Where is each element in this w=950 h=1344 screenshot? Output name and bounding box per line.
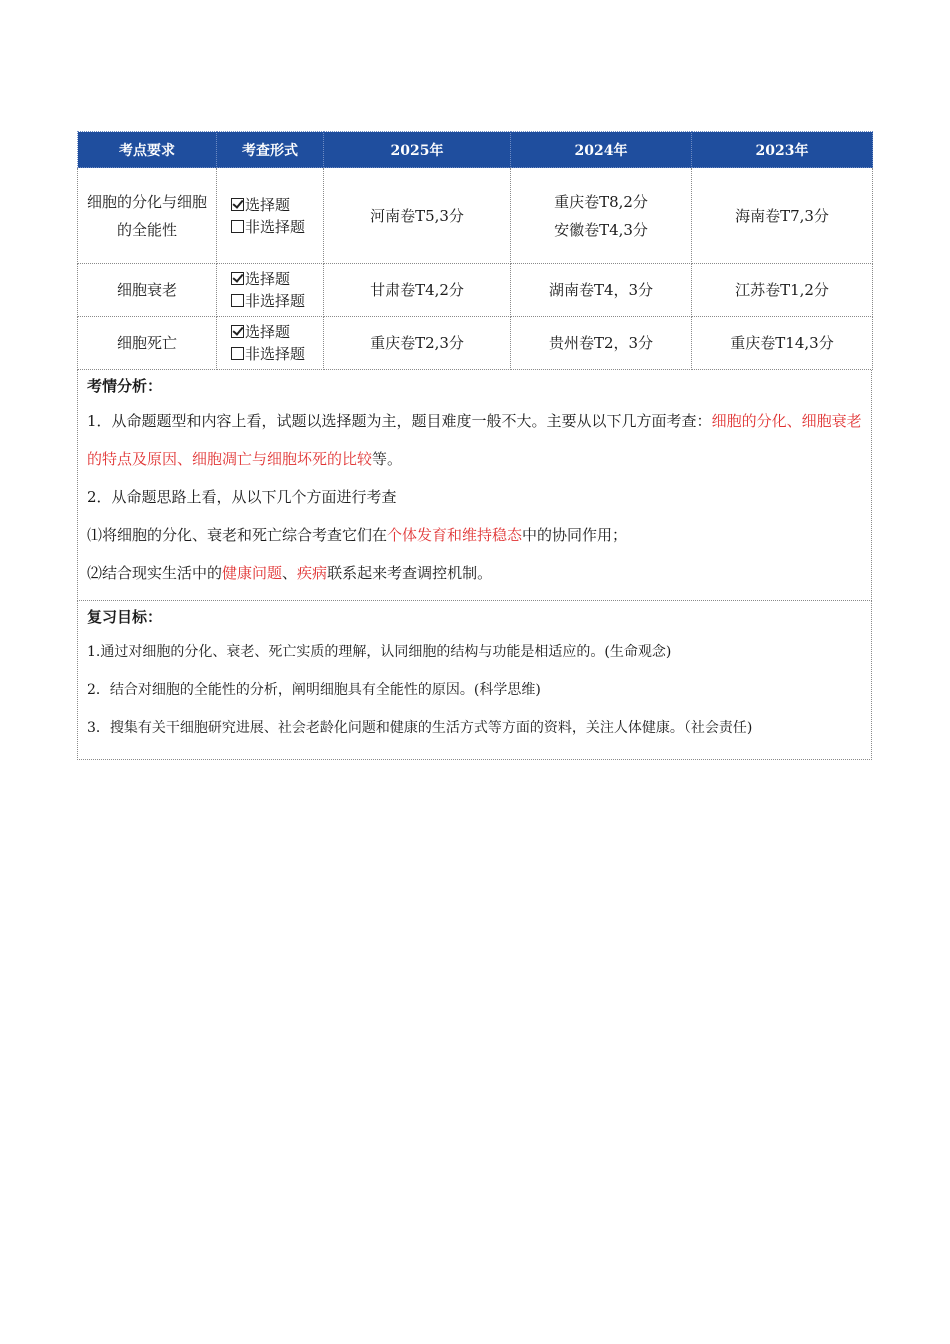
year-2023-cell: 江苏卷T1,2分 bbox=[692, 264, 873, 317]
exam-entry: 重庆卷T8,2分 bbox=[554, 192, 648, 211]
header-2025: 2025年 bbox=[324, 132, 511, 168]
analysis-section bbox=[77, 370, 872, 601]
exam-table bbox=[77, 131, 873, 370]
review-item-2: 2．结合对细胞的全能性的分析，阐明细胞具有全能性的原因。(科学思维) bbox=[87, 682, 541, 698]
unchecked-box-icon bbox=[231, 220, 244, 233]
choice-label: 选择题 bbox=[245, 323, 291, 341]
year-2025-cell bbox=[324, 168, 511, 264]
highlight-text: 个体发育和维持稳态 bbox=[387, 526, 523, 544]
nonchoice-label: 非选择题 bbox=[245, 292, 306, 310]
nonchoice-label: 非选择题 bbox=[245, 345, 306, 363]
header-2024: 2024年 bbox=[511, 132, 692, 168]
highlight-text: 细胞的分化、细胞衰老的特点及原因、细胞凋亡与细胞坏死的比较 bbox=[87, 412, 862, 468]
text: 等。 bbox=[372, 450, 403, 468]
unchecked-box-icon bbox=[231, 294, 244, 307]
year-2025-cell: 甘肃卷T4,2分 bbox=[324, 264, 511, 317]
text: 、 bbox=[282, 564, 298, 582]
header-topic: 考点要求 bbox=[78, 132, 217, 168]
analysis-paragraph-4 bbox=[87, 554, 862, 592]
year-2024-cell: 湖南卷T4，3分 bbox=[511, 264, 692, 317]
topic-text: 细胞的分化与细胞的全能性 bbox=[87, 192, 208, 239]
text: 1．从命题题型和内容上看，试题以选择题为主，题目难度一般不大。主要从以下几方面考查： bbox=[87, 412, 712, 430]
unchecked-box-icon bbox=[231, 347, 244, 360]
choice-label: 选择题 bbox=[245, 195, 291, 214]
text: 联系起来考查调控机制。 bbox=[327, 564, 493, 582]
analysis-title: 考情分析： bbox=[87, 377, 163, 395]
year-2023-cell bbox=[692, 168, 873, 264]
year-2023-cell: 重庆卷T14,3分 bbox=[692, 317, 873, 370]
analysis-paragraph-1 bbox=[87, 402, 862, 478]
choice-label: 选择题 bbox=[245, 270, 291, 288]
exam-entry: 河南卷T5,3分 bbox=[370, 206, 464, 225]
review-item-1: 1.通过对细胞的分化、衰老、死亡实质的理解，认同细胞的结构与功能是相适应的。(生命观念) bbox=[87, 644, 672, 660]
checked-box-icon bbox=[231, 198, 244, 211]
checked-box-icon bbox=[231, 272, 244, 285]
topic-cell bbox=[78, 168, 217, 264]
highlight-text: 健康问题 bbox=[222, 564, 283, 582]
text: ⑵结合现实生活中的 bbox=[87, 564, 223, 582]
review-item-3: 3．搜集有关干细胞研究进展、社会老龄化问题和健康的生活方式等方面的资料，关注人体健康。（社会责任) bbox=[87, 720, 753, 736]
review-title: 复习目标： bbox=[87, 608, 163, 626]
header-2023: 2023年 bbox=[692, 132, 873, 168]
checked-box-icon bbox=[231, 325, 244, 338]
text: 中的协同作用； bbox=[522, 526, 628, 544]
analysis-paragraph-3 bbox=[87, 516, 862, 554]
exam-entry: 安徽卷T4,3分 bbox=[554, 220, 648, 239]
table-row bbox=[78, 168, 873, 264]
document bbox=[77, 131, 872, 760]
nonchoice-label: 非选择题 bbox=[245, 217, 306, 236]
analysis-paragraph-2: 2．从命题思路上看，从以下几个方面进行考查 bbox=[87, 488, 397, 506]
form-cell bbox=[217, 317, 324, 370]
highlight-text: 疾病 bbox=[297, 564, 328, 582]
year-2024-cell: 贵州卷T2，3分 bbox=[511, 317, 692, 370]
table-header-row bbox=[78, 132, 873, 168]
header-form: 考查形式 bbox=[217, 132, 324, 168]
table-row bbox=[78, 317, 873, 370]
topic-cell: 细胞死亡 bbox=[78, 317, 217, 370]
topic-cell: 细胞衰老 bbox=[78, 264, 217, 317]
text: ⑴将细胞的分化、衰老和死亡综合考查它们在 bbox=[87, 526, 388, 544]
table-row bbox=[78, 264, 873, 317]
review-section bbox=[77, 601, 872, 760]
year-2024-cell bbox=[511, 168, 692, 264]
form-cell bbox=[217, 264, 324, 317]
form-cell bbox=[217, 168, 324, 264]
year-2025-cell: 重庆卷T2,3分 bbox=[324, 317, 511, 370]
exam-entry: 海南卷T7,3分 bbox=[735, 206, 829, 225]
